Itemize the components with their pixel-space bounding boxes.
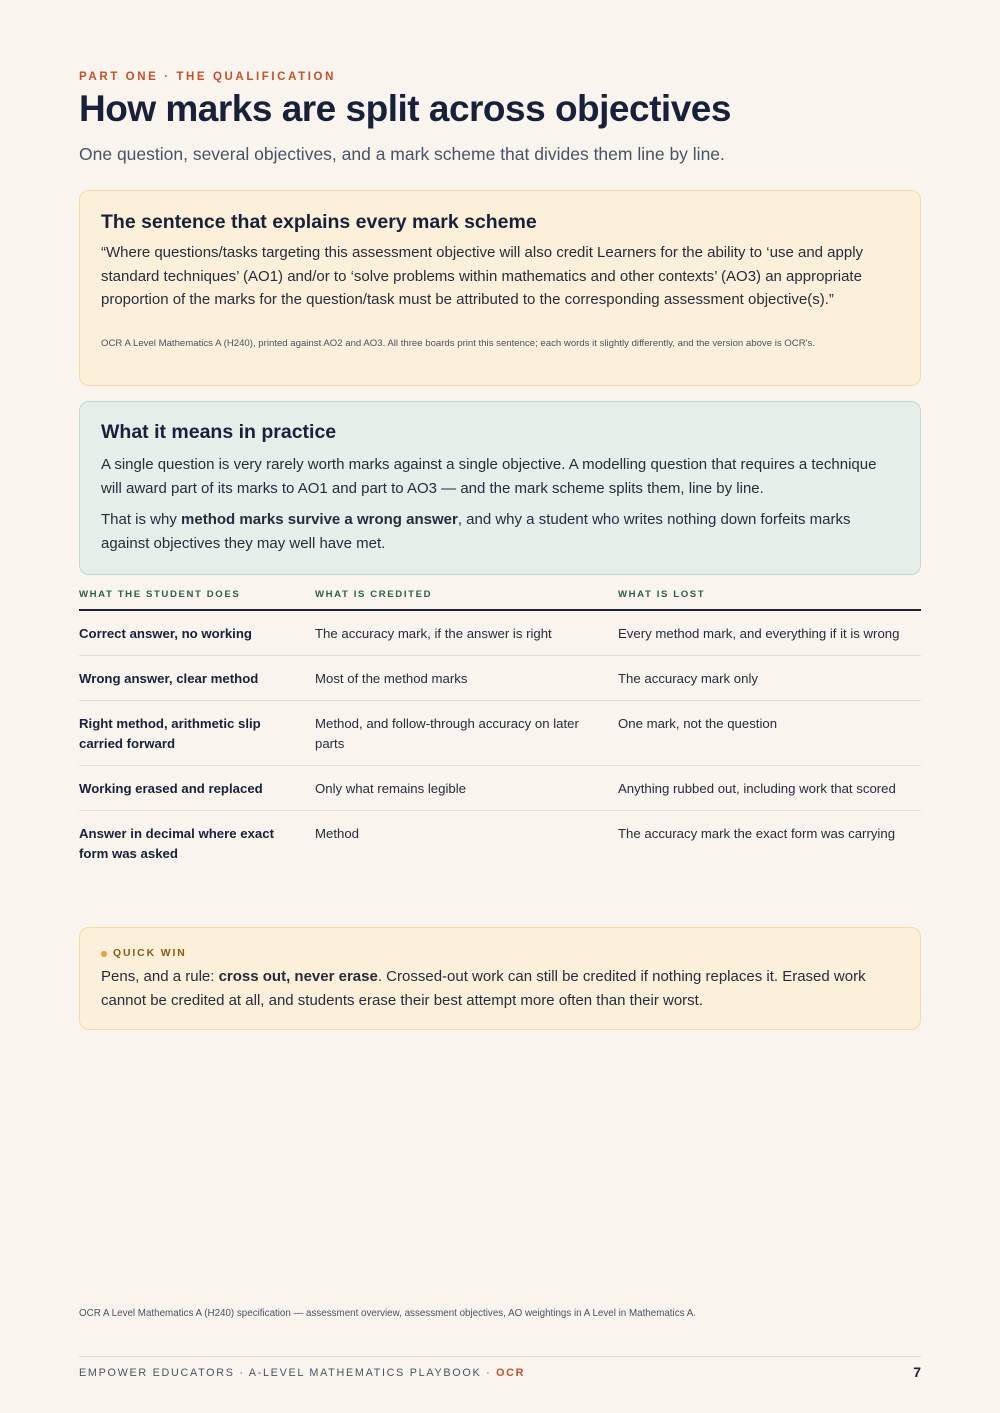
table-row xyxy=(79,701,921,766)
table-cell-action: Right method, arithmetic slip carried forward xyxy=(79,701,315,766)
footer-divider xyxy=(79,1356,921,1357)
table-cell-lost: Anything rubbed out, including work that scored xyxy=(618,766,921,811)
practice-paragraph-1: A single question is very rarely worth marks against a single objective. A modelling question that requires a technique will award part of its marks to AO1 and part to AO3 — and the mark scheme splits them, line by line. xyxy=(101,456,877,497)
quick-win-label xyxy=(101,948,187,959)
practice-p2-text-end: , and why a student who writes nothing down forfeits marks against objectives they may well have met. xyxy=(101,511,851,552)
table-row xyxy=(79,811,921,876)
quick-win-emphasis: cross out, never erase xyxy=(218,968,378,985)
footer-running-title xyxy=(79,1367,525,1379)
page-subtitle: One question, several objectives, and a mark scheme that divides them line by line. xyxy=(79,144,725,164)
table-cell-credited: The accuracy mark, if the answer is right xyxy=(315,610,618,656)
table-header-credited: WHAT IS CREDITED xyxy=(315,586,618,610)
quick-win-text-end: . Crossed-out work can still be credited if nothing replaces it. Erased work cannot be credited at all, and students erase their best attempt more often than their worst. xyxy=(101,968,866,1009)
table-row xyxy=(79,656,921,701)
page-title: How marks are split across objectives xyxy=(79,88,731,129)
practice-paragraph-2 xyxy=(101,508,891,556)
table-cell-lost: One mark, not the question xyxy=(618,701,921,766)
quick-win-text-start: Pens, and a rule: xyxy=(101,968,219,985)
source-footnote: OCR A Level Mathematics A (H240) specification — assessment overview, assessment objectives, AO weightings in A Level in Mathematics A. xyxy=(79,1308,696,1319)
table-cell-credited: Only what remains legible xyxy=(315,766,618,811)
table-cell-lost: The accuracy mark only xyxy=(618,656,921,701)
table-cell-credited: Method, and follow-through accuracy on later parts xyxy=(315,701,618,766)
bullet-dot-icon xyxy=(101,951,107,957)
table-cell-action: Working erased and replaced xyxy=(79,766,315,811)
page-number: 7 xyxy=(913,1364,921,1380)
quote-card-heading: The sentence that explains every mark scheme xyxy=(101,211,537,233)
quote-source-note: OCR A Level Mathematics A (H240), printed against AO2 and AO3. All three boards print this sentence; each words it slightly differently, and the version above is OCR's. xyxy=(101,338,815,349)
section-eyebrow: PART ONE · THE QUALIFICATION xyxy=(79,71,337,83)
table-header-row xyxy=(79,586,921,610)
quote-text: “Where questions/tasks targeting this assessment objective will also credit Learners for the ability to ‘use and apply standard techniques’ (AO1) and/or to ‘solve problems within mathematics and other contexts’ (AO3) an appropriate proportion of the marks for the question/task must be attributed to the corresponding assessment objective(s).” xyxy=(101,244,864,308)
table-row xyxy=(79,610,921,656)
table-cell-action: Correct answer, no working xyxy=(79,610,315,656)
table-header-lost: WHAT IS LOST xyxy=(618,586,921,610)
quick-win-label-text: QUICK WIN xyxy=(113,948,187,959)
table-header-student-does: WHAT THE STUDENT DOES xyxy=(79,586,315,610)
practice-p2-text: That is why xyxy=(101,511,182,528)
table-cell-action: Answer in decimal where exact form was asked xyxy=(79,826,274,861)
footer-brand: OCR xyxy=(496,1367,526,1379)
quick-win-text xyxy=(101,965,901,1013)
table-cell-credited: Method xyxy=(315,826,359,841)
practice-card-heading: What it means in practice xyxy=(101,421,337,443)
footer-title-text: EMPOWER EDUCATORS · A-LEVEL MATHEMATICS PLAYBOOK · xyxy=(79,1367,497,1379)
marks-table xyxy=(79,586,921,875)
table-cell-credited: Most of the method marks xyxy=(315,656,618,701)
practice-p2-emphasis: method marks survive a wrong answer xyxy=(181,511,458,528)
table-cell-action: Wrong answer, clear method xyxy=(79,656,315,701)
quick-win-card xyxy=(79,927,921,1030)
table-cell-lost: Every method mark, and everything if it is wrong xyxy=(618,610,921,656)
table-row xyxy=(79,766,921,811)
table-cell-lost: The accuracy mark the exact form was carrying xyxy=(618,826,896,841)
